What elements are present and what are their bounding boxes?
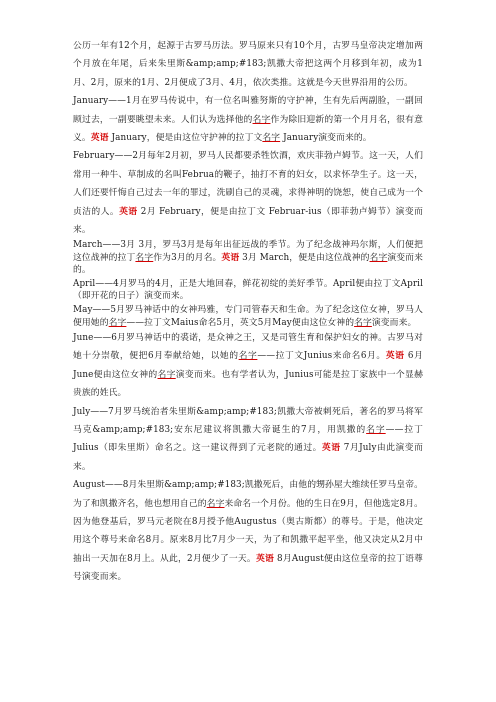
highlight-name: 名字 xyxy=(206,498,225,509)
paragraph-text: ——拉丁文Maius命名5月，英文5月May便由这位女神的 xyxy=(126,317,355,328)
highlight-english: 英语 xyxy=(90,133,109,144)
paragraph-text: 3月 March，便是由这位战神的 xyxy=(239,252,370,263)
paragraph-text: ——拉丁Julius（即朱里斯）命名之。这一建议得到了元老院的通过。 xyxy=(73,424,423,454)
paragraph-text: May——5月罗马神话中的女神玛雅，专门司管春天和生命。为了纪念这位女神，罗马人便用她的 xyxy=(73,305,423,328)
paragraph-text: January——1月在罗马传说中，有一位名叫雅努斯的守护神，生有先后两副脸，一副回顾过去，一副要眺望未来。人们认为选择他的 xyxy=(73,96,423,125)
paragraph-text: 演变而来。也有学者认为，Junius可能是拉丁家族中一个显赫贵族的姓氏。 xyxy=(73,369,423,399)
paragraph-july xyxy=(73,403,423,477)
paragraph-march xyxy=(73,239,423,276)
paragraph-text: January演变而来的。 xyxy=(280,133,372,144)
paragraph-text: 来命名一个月份。他的生日在9月，但他选定8月。因为他登基后，罗马元老院在8月授予他Augustus（奥古斯都）的尊号。于是，他决定用这个尊号来命名8月。原来8月比7月少一天，为了和凯撒平起平坐，他又决定从2月中抽出一天加在8月上。从此，2月便少了一天。 xyxy=(73,498,423,564)
paragraph-text: ——拉丁文Junius来命名6月。 xyxy=(257,351,386,362)
highlight-name: 名字 xyxy=(108,317,127,328)
highlight-name: 名字 xyxy=(369,252,388,263)
highlight-name: 名字 xyxy=(157,369,176,380)
paragraph-text: 2月 February，便是由拉丁文 Februar-ius（即菲勃卢姆节）演变而来。 xyxy=(73,206,423,236)
highlight-name: 名字 xyxy=(354,317,372,328)
paragraph-text: 作为除旧迎新的第一个月月名，很有意义。 xyxy=(73,114,423,144)
paragraph-text: 演变而来的。 xyxy=(73,252,424,275)
paragraph-text: January，便是由这位守护神的拉丁文 xyxy=(108,133,263,144)
paragraph-february xyxy=(73,147,423,239)
highlight-english: 英语 xyxy=(321,443,341,454)
paragraph-text: March——3月 3月，罗马3月是每年出征远战的季节。为了纪念战神玛尔斯，人们便把这位战神的拉丁 xyxy=(73,240,423,263)
paragraph-text: 8月August便由这位皇帝的拉丁语尊号演变而来。 xyxy=(73,553,424,583)
paragraph-may xyxy=(73,304,423,328)
paragraph-august xyxy=(73,476,423,586)
paragraph-text: August——8月朱里斯&amp;amp;#183;凯撒死后，由他的甥孙屋大维续任罗马皇帝。为了和凯撒齐名，他也想用自己的 xyxy=(73,480,423,509)
paragraph-january xyxy=(73,92,423,147)
paragraph-text: 公历一年有12个月，起源于古罗马历法。罗马原来只有10个月，古罗马皇帝决定增加两个月放在年尾，后来朱里斯&amp;amp;#183;凯撒大帝把这两个月移到年初，成为1月、2月，原来的1月、2月便成了3月、4月，依次类推。这就是今天世界沿用的公历。 xyxy=(73,41,423,88)
highlight-name: 名字 xyxy=(262,133,281,144)
highlight-english: 英语 xyxy=(255,553,275,564)
highlight-english: 英语 xyxy=(119,206,138,217)
paragraph-text: June——6月罗马神话中的裘诺，是众神之王，又是司管生育和保护妇女的神。古罗马对她十分崇敬，便把6月奉献给她，以她的 xyxy=(73,332,423,362)
paragraph-june xyxy=(73,329,423,403)
highlight-name: 名字 xyxy=(135,252,154,263)
paragraph-text: 6月June便由这位女神的 xyxy=(73,351,423,380)
paragraph-april xyxy=(73,278,423,302)
paragraph-text: February——2月每年2月初，罗马人民都要杀牲饮酒，欢庆菲勃卢姆节。这一天，人们常用一种牛、草制成的名叫Februa的鞭子，抽打不育的妇女，以求怀孕生子。这一天，人们还要忏悔自己过去一年的罪过，洗刷自己的灵魂，求得神明的饶恕，使自己成为一个贞洁的人。 xyxy=(73,151,423,217)
paragraph-text: 演变而来。 xyxy=(371,317,417,328)
paragraph-text: April——4月罗马的4月，正是大地回春，鲜花初绽的美好季节。April便由拉丁文April（即开花的日子）演变而来。 xyxy=(73,279,423,302)
paragraph-intro xyxy=(73,37,423,92)
document-body xyxy=(73,37,423,587)
paragraph-text: 7月July由此演变而来。 xyxy=(73,443,423,472)
paragraph-text: July——7月罗马统治者朱里斯&amp;amp;#183;凯撒大帝被刺死后，著名的罗马将军马克&amp;amp;#183;安东尼建议将凯撒大帝诞生的7月，用凯撒的 xyxy=(73,406,423,435)
highlight-english: 英语 xyxy=(385,351,405,362)
paragraph-text: 作为3月的月名。 xyxy=(153,252,222,263)
highlight-name: 名字 xyxy=(238,351,258,362)
highlight-name: 名字 xyxy=(366,424,386,435)
highlight-english: 英语 xyxy=(221,252,240,263)
highlight-name: 名字 xyxy=(252,114,271,125)
